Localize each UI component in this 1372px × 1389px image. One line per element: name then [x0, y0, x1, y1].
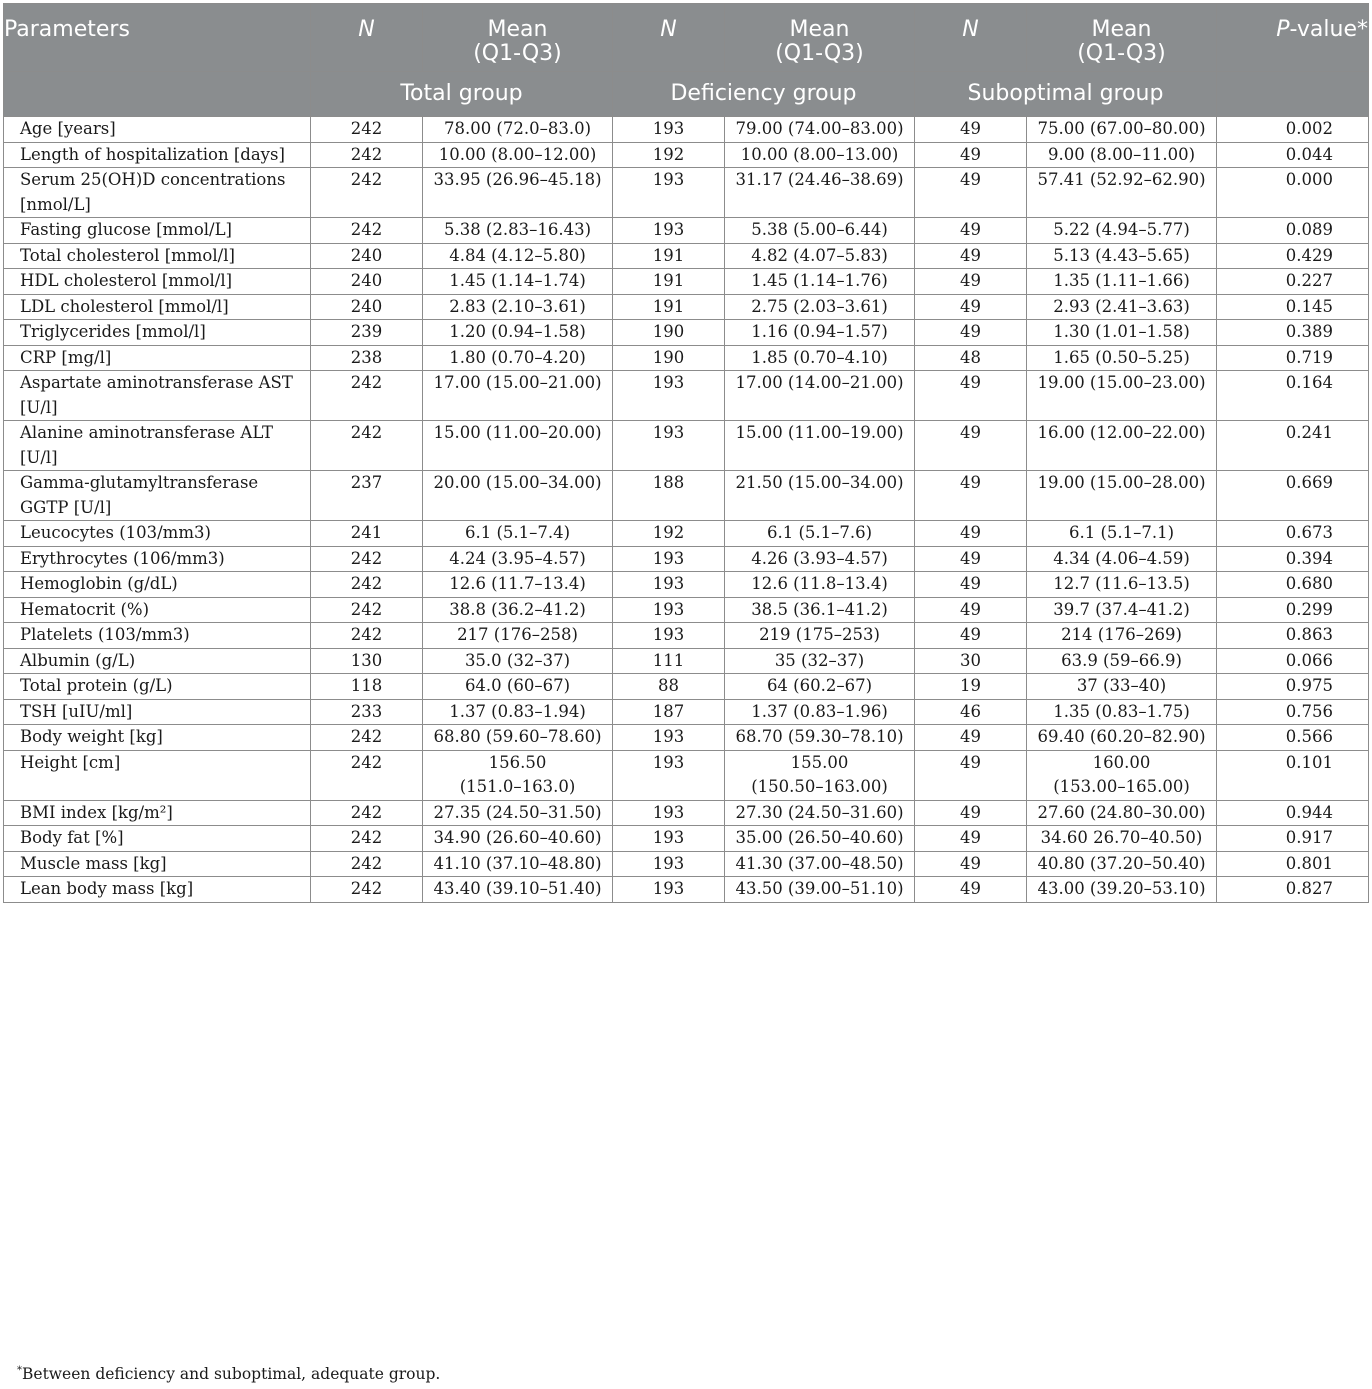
cell-parameter: TSH [uIU/ml]	[4, 699, 311, 725]
cell-mean-suboptimal: 12.7 (11.6–13.5)	[1027, 572, 1217, 598]
cell-n-suboptimal: 49	[915, 800, 1027, 826]
cell-mean-suboptimal: 63.9 (59–66.9)	[1027, 648, 1217, 674]
cell-mean-deficiency: 38.5 (36.1–41.2)	[725, 597, 915, 623]
cell-mean-total: 12.6 (11.7–13.4)	[423, 572, 613, 598]
cell-parameter: Hemoglobin (g/dL)	[4, 572, 311, 598]
cell-p-value: 0.394	[1217, 546, 1369, 572]
cell-mean-total: 35.0 (32–37)	[423, 648, 613, 674]
cell-n-deficiency: 193	[613, 851, 725, 877]
cell-n-total: 242	[311, 877, 423, 903]
cell-n-total: 242	[311, 421, 423, 471]
table-row	[4, 725, 1369, 751]
cell-parameter: Serum 25(OH)D concentrations [nmol/L]	[4, 168, 311, 218]
table-row	[4, 320, 1369, 346]
cell-n-suboptimal: 49	[915, 142, 1027, 168]
table-body	[4, 117, 1369, 903]
cell-mean-total: 5.38 (2.83–16.43)	[423, 218, 613, 244]
cell-n-suboptimal: 48	[915, 345, 1027, 371]
cell-mean-deficiency: 15.00 (11.00–19.00)	[725, 421, 915, 471]
cell-mean-deficiency: 1.85 (0.70–4.10)	[725, 345, 915, 371]
cell-mean-deficiency: 27.30 (24.50–31.60)	[725, 800, 915, 826]
cell-n-total: 242	[311, 851, 423, 877]
table-row	[4, 648, 1369, 674]
cell-mean-suboptimal: 9.00 (8.00–11.00)	[1027, 142, 1217, 168]
table-row	[4, 674, 1369, 700]
cell-mean-suboptimal: 19.00 (15.00–23.00)	[1027, 371, 1217, 421]
cell-mean-deficiency: 68.70 (59.30–78.10)	[725, 725, 915, 751]
cell-p-value: 0.066	[1217, 648, 1369, 674]
header-mean-total: Mean (Q1-Q3)	[423, 4, 613, 72]
cell-n-suboptimal: 49	[915, 546, 1027, 572]
cell-p-value: 0.566	[1217, 725, 1369, 751]
header-n-total: N	[311, 4, 423, 72]
cell-parameter: Lean body mass [kg]	[4, 877, 311, 903]
cell-mean-total: 20.00 (15.00–34.00)	[423, 471, 613, 521]
cell-n-total: 238	[311, 345, 423, 371]
cell-p-value: 0.000	[1217, 168, 1369, 218]
cell-mean-suboptimal: 40.80 (37.20–50.40)	[1027, 851, 1217, 877]
cell-p-value: 0.975	[1217, 674, 1369, 700]
cell-mean-suboptimal: 214 (176–269)	[1027, 623, 1217, 649]
cell-n-deficiency: 187	[613, 699, 725, 725]
cell-n-suboptimal: 49	[915, 243, 1027, 269]
cell-n-suboptimal: 49	[915, 851, 1027, 877]
header-n-deficiency: N	[613, 4, 725, 72]
cell-p-value: 0.669	[1217, 471, 1369, 521]
cell-mean-total: 27.35 (24.50–31.50)	[423, 800, 613, 826]
cell-n-deficiency: 193	[613, 421, 725, 471]
cell-n-deficiency: 193	[613, 218, 725, 244]
cell-n-suboptimal: 49	[915, 877, 1027, 903]
cell-p-value: 0.719	[1217, 345, 1369, 371]
cell-n-total: 130	[311, 648, 423, 674]
cell-parameter: CRP [mg/l]	[4, 345, 311, 371]
cell-mean-total: 68.80 (59.60–78.60)	[423, 725, 613, 751]
cell-n-deficiency: 190	[613, 320, 725, 346]
cell-p-value: 0.673	[1217, 521, 1369, 547]
cell-mean-deficiency: 10.00 (8.00–13.00)	[725, 142, 915, 168]
cell-mean-total: 1.80 (0.70–4.20)	[423, 345, 613, 371]
cell-mean-total: 64.0 (60–67)	[423, 674, 613, 700]
table-row	[4, 218, 1369, 244]
cell-n-suboptimal: 49	[915, 117, 1027, 143]
cell-n-suboptimal: 49	[915, 521, 1027, 547]
cell-mean-total: 4.84 (4.12–5.80)	[423, 243, 613, 269]
cell-n-total: 242	[311, 725, 423, 751]
cell-p-value: 0.863	[1217, 623, 1369, 649]
cell-n-deficiency: 193	[613, 117, 725, 143]
cell-n-total: 237	[311, 471, 423, 521]
cell-mean-suboptimal: 1.65 (0.50–5.25)	[1027, 345, 1217, 371]
cell-mean-deficiency: 12.6 (11.8–13.4)	[725, 572, 915, 598]
cell-n-suboptimal: 49	[915, 421, 1027, 471]
cell-mean-deficiency: 35 (32–37)	[725, 648, 915, 674]
cell-parameter: Albumin (g/L)	[4, 648, 311, 674]
table-row	[4, 421, 1369, 471]
results-table	[3, 3, 1369, 903]
cell-n-deficiency: 88	[613, 674, 725, 700]
cell-p-value: 0.044	[1217, 142, 1369, 168]
cell-parameter: Leucocytes (103/mm3)	[4, 521, 311, 547]
cell-mean-deficiency: 2.75 (2.03–3.61)	[725, 294, 915, 320]
cell-n-total: 118	[311, 674, 423, 700]
table-row	[4, 117, 1369, 143]
cell-p-value: 0.002	[1217, 117, 1369, 143]
cell-mean-total: 156.50 (151.0–163.0)	[423, 750, 613, 800]
cell-n-deficiency: 193	[613, 546, 725, 572]
cell-n-suboptimal: 49	[915, 471, 1027, 521]
table-row	[4, 371, 1369, 421]
cell-n-suboptimal: 30	[915, 648, 1027, 674]
cell-mean-total: 43.40 (39.10–51.40)	[423, 877, 613, 903]
cell-mean-deficiency: 21.50 (15.00–34.00)	[725, 471, 915, 521]
cell-mean-suboptimal: 5.13 (4.43–5.65)	[1027, 243, 1217, 269]
table-row	[4, 269, 1369, 295]
cell-n-suboptimal: 49	[915, 725, 1027, 751]
footnote-text: Between deficiency and suboptimal, adequate group.	[22, 1365, 441, 1384]
cell-n-suboptimal: 49	[915, 320, 1027, 346]
cell-mean-suboptimal: 19.00 (15.00–28.00)	[1027, 471, 1217, 521]
cell-p-value: 0.944	[1217, 800, 1369, 826]
cell-mean-suboptimal: 1.35 (0.83–1.75)	[1027, 699, 1217, 725]
table-row	[4, 294, 1369, 320]
table-row	[4, 142, 1369, 168]
cell-n-deficiency: 193	[613, 168, 725, 218]
cell-n-total: 242	[311, 142, 423, 168]
cell-n-deficiency: 191	[613, 243, 725, 269]
cell-mean-total: 38.8 (36.2–41.2)	[423, 597, 613, 623]
cell-mean-deficiency: 219 (175–253)	[725, 623, 915, 649]
cell-p-value: 0.164	[1217, 371, 1369, 421]
cell-n-total: 242	[311, 218, 423, 244]
cell-n-deficiency: 111	[613, 648, 725, 674]
cell-n-suboptimal: 49	[915, 168, 1027, 218]
cell-n-total: 242	[311, 750, 423, 800]
cell-n-suboptimal: 49	[915, 572, 1027, 598]
cell-mean-deficiency: 31.17 (24.46–38.69)	[725, 168, 915, 218]
cell-n-total: 239	[311, 320, 423, 346]
cell-mean-total: 10.00 (8.00–12.00)	[423, 142, 613, 168]
cell-mean-deficiency: 41.30 (37.00–48.50)	[725, 851, 915, 877]
cell-mean-suboptimal: 4.34 (4.06–4.59)	[1027, 546, 1217, 572]
cell-parameter: BMI index [kg/m²]	[4, 800, 311, 826]
cell-p-value: 0.680	[1217, 572, 1369, 598]
cell-mean-suboptimal: 6.1 (5.1–7.1)	[1027, 521, 1217, 547]
table-row	[4, 826, 1369, 852]
cell-mean-suboptimal: 69.40 (60.20–82.90)	[1027, 725, 1217, 751]
cell-mean-total: 6.1 (5.1–7.4)	[423, 521, 613, 547]
cell-mean-suboptimal: 2.93 (2.41–3.63)	[1027, 294, 1217, 320]
cell-parameter: Body weight [kg]	[4, 725, 311, 751]
cell-n-deficiency: 192	[613, 142, 725, 168]
cell-mean-deficiency: 5.38 (5.00–6.44)	[725, 218, 915, 244]
cell-mean-total: 78.00 (72.0–83.0)	[423, 117, 613, 143]
table-row	[4, 800, 1369, 826]
cell-mean-total: 1.37 (0.83–1.94)	[423, 699, 613, 725]
cell-parameter: Total cholesterol [mmol/l]	[4, 243, 311, 269]
cell-p-value: 0.089	[1217, 218, 1369, 244]
cell-parameter: HDL cholesterol [mmol/l]	[4, 269, 311, 295]
cell-p-value: 0.241	[1217, 421, 1369, 471]
cell-n-suboptimal: 46	[915, 699, 1027, 725]
table-row	[4, 851, 1369, 877]
cell-mean-deficiency: 6.1 (5.1–7.6)	[725, 521, 915, 547]
cell-p-value: 0.145	[1217, 294, 1369, 320]
cell-parameter: Platelets (103/mm3)	[4, 623, 311, 649]
cell-parameter: Gamma-glutamyltransferase GGTP [U/l]	[4, 471, 311, 521]
cell-p-value: 0.389	[1217, 320, 1369, 346]
cell-n-deficiency: 193	[613, 572, 725, 598]
cell-n-deficiency: 193	[613, 623, 725, 649]
cell-n-suboptimal: 49	[915, 269, 1027, 295]
table-row	[4, 877, 1369, 903]
cell-n-total: 240	[311, 269, 423, 295]
cell-n-deficiency: 188	[613, 471, 725, 521]
cell-p-value: 0.801	[1217, 851, 1369, 877]
table-row	[4, 345, 1369, 371]
cell-n-deficiency: 193	[613, 371, 725, 421]
cell-mean-suboptimal: 43.00 (39.20–53.10)	[1027, 877, 1217, 903]
cell-n-total: 242	[311, 572, 423, 598]
header-deficiency-group: Deficiency group	[613, 72, 915, 117]
cell-mean-deficiency: 43.50 (39.00–51.10)	[725, 877, 915, 903]
table-row	[4, 471, 1369, 521]
cell-n-deficiency: 193	[613, 877, 725, 903]
table-row	[4, 521, 1369, 547]
cell-mean-deficiency: 1.16 (0.94–1.57)	[725, 320, 915, 346]
cell-n-suboptimal: 49	[915, 294, 1027, 320]
cell-parameter: Height [cm]	[4, 750, 311, 800]
cell-mean-total: 34.90 (26.60–40.60)	[423, 826, 613, 852]
cell-parameter: Length of hospitalization [days]	[4, 142, 311, 168]
cell-mean-suboptimal: 16.00 (12.00–22.00)	[1027, 421, 1217, 471]
table-row	[4, 623, 1369, 649]
cell-mean-deficiency: 17.00 (14.00–21.00)	[725, 371, 915, 421]
cell-parameter: Muscle mass [kg]	[4, 851, 311, 877]
cell-mean-total: 15.00 (11.00–20.00)	[423, 421, 613, 471]
cell-mean-deficiency: 35.00 (26.50–40.60)	[725, 826, 915, 852]
cell-mean-suboptimal: 160.00 (153.00–165.00)	[1027, 750, 1217, 800]
cell-n-suboptimal: 49	[915, 826, 1027, 852]
cell-parameter: Age [years]	[4, 117, 311, 143]
cell-n-deficiency: 193	[613, 725, 725, 751]
cell-p-value: 0.756	[1217, 699, 1369, 725]
footnote	[17, 1365, 440, 1383]
cell-n-deficiency: 193	[613, 800, 725, 826]
cell-n-suboptimal: 49	[915, 597, 1027, 623]
cell-n-total: 240	[311, 243, 423, 269]
table-row	[4, 699, 1369, 725]
table-row	[4, 572, 1369, 598]
cell-mean-suboptimal: 1.30 (1.01–1.58)	[1027, 320, 1217, 346]
cell-n-deficiency: 193	[613, 597, 725, 623]
table-row	[4, 168, 1369, 218]
cell-mean-deficiency: 4.26 (3.93–4.57)	[725, 546, 915, 572]
cell-n-total: 242	[311, 168, 423, 218]
cell-p-value: 0.101	[1217, 750, 1369, 800]
cell-mean-total: 41.10 (37.10–48.80)	[423, 851, 613, 877]
header-n-suboptimal: N	[915, 4, 1027, 72]
cell-mean-suboptimal: 37 (33–40)	[1027, 674, 1217, 700]
cell-parameter: Total protein (g/L)	[4, 674, 311, 700]
table-header	[4, 4, 1369, 117]
cell-mean-total: 217 (176–258)	[423, 623, 613, 649]
cell-parameter: Erythrocytes (106/mm3)	[4, 546, 311, 572]
cell-n-deficiency: 190	[613, 345, 725, 371]
footnote-marker: *	[17, 1365, 22, 1376]
header-blank-left	[4, 72, 311, 117]
header-total-group: Total group	[311, 72, 613, 117]
cell-n-deficiency: 193	[613, 750, 725, 800]
cell-p-value: 0.429	[1217, 243, 1369, 269]
cell-n-deficiency: 191	[613, 294, 725, 320]
cell-mean-deficiency: 79.00 (74.00–83.00)	[725, 117, 915, 143]
cell-mean-total: 33.95 (26.96–45.18)	[423, 168, 613, 218]
cell-parameter: Triglycerides [mmol/l]	[4, 320, 311, 346]
cell-mean-total: 1.45 (1.14–1.74)	[423, 269, 613, 295]
cell-n-suboptimal: 49	[915, 750, 1027, 800]
cell-n-total: 242	[311, 597, 423, 623]
cell-n-suboptimal: 49	[915, 371, 1027, 421]
cell-n-deficiency: 192	[613, 521, 725, 547]
cell-mean-deficiency: 155.00 (150.50–163.00)	[725, 750, 915, 800]
table-row	[4, 243, 1369, 269]
cell-mean-deficiency: 1.37 (0.83–1.96)	[725, 699, 915, 725]
cell-n-total: 233	[311, 699, 423, 725]
cell-mean-deficiency: 4.82 (4.07–5.83)	[725, 243, 915, 269]
cell-p-value: 0.227	[1217, 269, 1369, 295]
cell-n-total: 242	[311, 546, 423, 572]
cell-mean-suboptimal: 34.60 26.70–40.50)	[1027, 826, 1217, 852]
cell-mean-suboptimal: 27.60 (24.80–30.00)	[1027, 800, 1217, 826]
cell-parameter: Alanine aminotransferase ALT [U/l]	[4, 421, 311, 471]
cell-mean-deficiency: 64 (60.2–67)	[725, 674, 915, 700]
cell-parameter: LDL cholesterol [mmol/l]	[4, 294, 311, 320]
cell-mean-total: 2.83 (2.10–3.61)	[423, 294, 613, 320]
cell-mean-suboptimal: 39.7 (37.4–41.2)	[1027, 597, 1217, 623]
cell-n-total: 242	[311, 800, 423, 826]
cell-n-deficiency: 191	[613, 269, 725, 295]
cell-mean-suboptimal: 5.22 (4.94–5.77)	[1027, 218, 1217, 244]
cell-parameter: Fasting glucose [mmol/L]	[4, 218, 311, 244]
table-row	[4, 546, 1369, 572]
cell-mean-suboptimal: 57.41 (52.92–62.90)	[1027, 168, 1217, 218]
cell-mean-total: 1.20 (0.94–1.58)	[423, 320, 613, 346]
cell-n-total: 242	[311, 117, 423, 143]
cell-n-total: 240	[311, 294, 423, 320]
cell-parameter: Aspartate aminotransferase AST [U/l]	[4, 371, 311, 421]
cell-mean-suboptimal: 1.35 (1.11–1.66)	[1027, 269, 1217, 295]
cell-n-total: 242	[311, 623, 423, 649]
header-blank-right	[1217, 72, 1369, 117]
cell-n-total: 242	[311, 826, 423, 852]
cell-mean-deficiency: 1.45 (1.14–1.76)	[725, 269, 915, 295]
header-parameters: Parameters	[4, 4, 311, 72]
cell-n-suboptimal: 19	[915, 674, 1027, 700]
header-p-value: P-value*	[1217, 4, 1369, 72]
cell-n-suboptimal: 49	[915, 218, 1027, 244]
header-mean-deficiency: Mean (Q1-Q3)	[725, 4, 915, 72]
cell-parameter: Hematocrit (%)	[4, 597, 311, 623]
table-row	[4, 750, 1369, 800]
cell-n-suboptimal: 49	[915, 623, 1027, 649]
header-suboptimal-group: Suboptimal group	[915, 72, 1217, 117]
cell-n-deficiency: 193	[613, 826, 725, 852]
cell-mean-total: 4.24 (3.95–4.57)	[423, 546, 613, 572]
cell-p-value: 0.917	[1217, 826, 1369, 852]
table-row	[4, 597, 1369, 623]
cell-n-total: 242	[311, 371, 423, 421]
cell-p-value: 0.299	[1217, 597, 1369, 623]
cell-mean-suboptimal: 75.00 (67.00–80.00)	[1027, 117, 1217, 143]
cell-p-value: 0.827	[1217, 877, 1369, 903]
cell-mean-total: 17.00 (15.00–21.00)	[423, 371, 613, 421]
cell-n-total: 241	[311, 521, 423, 547]
header-mean-suboptimal: Mean (Q1-Q3)	[1027, 4, 1217, 72]
cell-parameter: Body fat [%]	[4, 826, 311, 852]
